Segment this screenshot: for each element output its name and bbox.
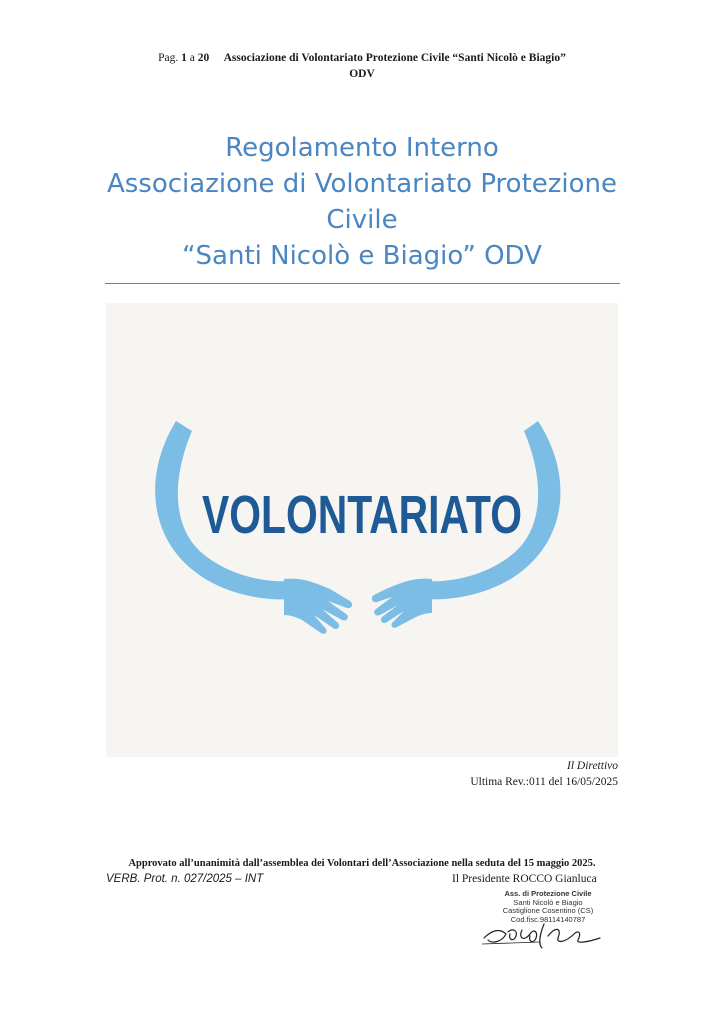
protocol-number: VERB. Prot. n. 027/2025 – INT	[106, 873, 264, 885]
page-number: 1	[181, 52, 187, 64]
page-total: 20	[197, 52, 210, 64]
page-separator: a	[189, 52, 195, 64]
logo-wordmark: VOLONTARIATO	[202, 485, 522, 545]
hugging-arms-illustration	[106, 303, 618, 757]
stamp-line-3: Castiglione Cosentino (CS)	[502, 906, 594, 915]
left-hand-icon	[284, 579, 352, 634]
document-title	[100, 130, 624, 274]
title-line-2: Associazione di Volontariato Protezione	[106, 169, 618, 199]
header-org-name: Associazione di Volontariato Protezione Civile “Santi Nicolò e Biagio”	[223, 52, 566, 64]
page-header	[0, 52, 724, 64]
header-org-suffix: ODV	[349, 68, 375, 80]
signature-image	[478, 912, 608, 952]
right-hand-icon	[372, 579, 432, 628]
direttivo-label: Il Direttivo	[567, 760, 618, 772]
president-name: Il Presidente ROCCO Gianluca	[452, 873, 597, 885]
title-line-1: Regolamento Interno	[225, 133, 499, 163]
page-prefix: Pag.	[158, 52, 179, 64]
title-divider	[105, 283, 620, 284]
title-line-3: Civile	[326, 205, 398, 235]
approval-note: Approvato all’unanimità dall’assemblea dei Volontari dell’Associazione nella seduta del 15 maggio 2025.	[128, 858, 596, 869]
stamp-line-4: Cod.fisc.98114140787	[510, 914, 586, 924]
revision-info: Ultima Rev.:011 del 16/05/2025	[470, 776, 618, 788]
title-line-4: “Santi Nicolò e Biagio” ODV	[182, 241, 542, 271]
volontariato-logo	[106, 303, 618, 757]
stamp-line-2: Santi Nicolò e Biagio	[513, 897, 583, 907]
stamp-line-1: Ass. di Protezione Civile	[504, 889, 592, 898]
